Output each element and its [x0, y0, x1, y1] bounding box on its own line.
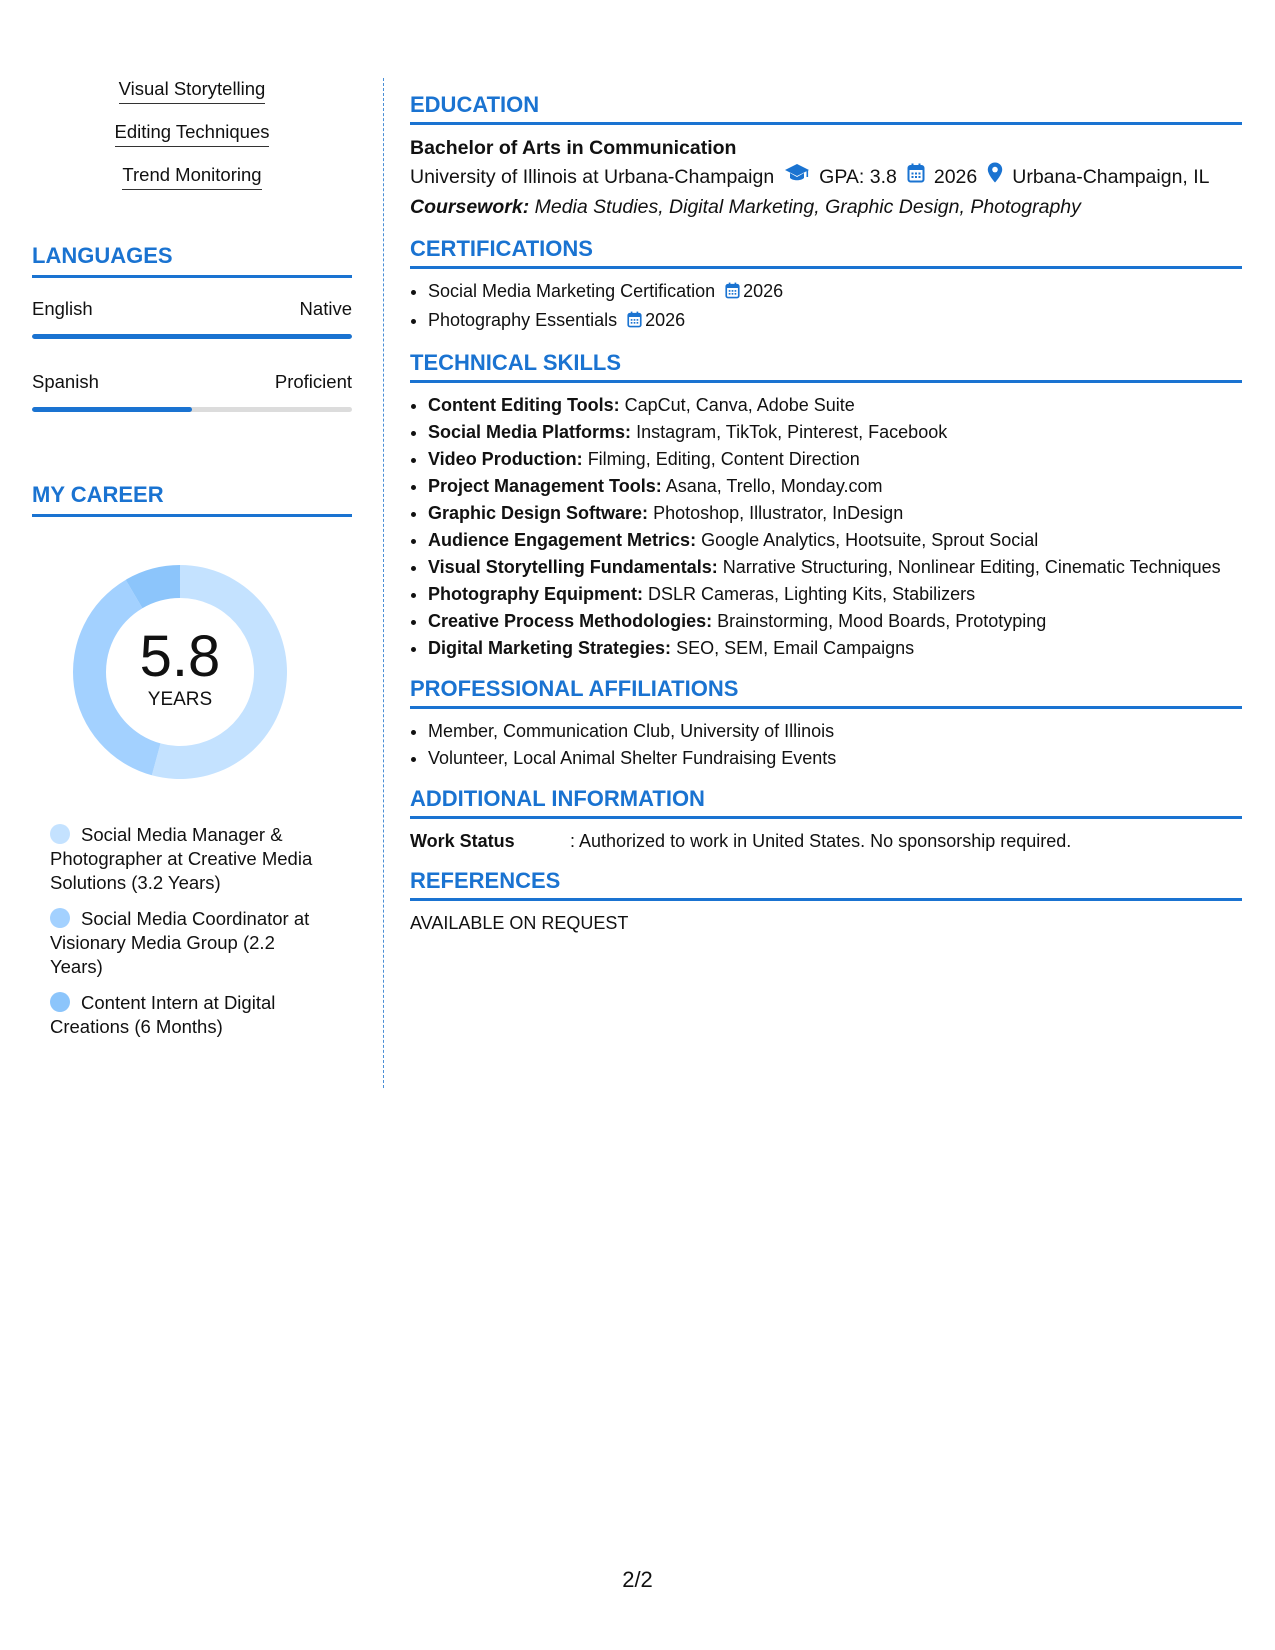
skill-values: Narrative Structuring, Nonlinear Editing, Cinematic Techniques [722, 557, 1221, 577]
degree-title: Bachelor of Arts in Communication [410, 137, 737, 159]
language-name: Spanish [32, 371, 99, 392]
skill-item [428, 581, 1242, 608]
skill-link[interactable]: Editing Techniques [115, 121, 270, 147]
career-legend [50, 823, 330, 1039]
skill-values: Asana, Trello, Monday.com [665, 476, 883, 496]
skill-category: Content Editing Tools: [428, 395, 620, 415]
skill-category: Social Media Platforms: [428, 422, 632, 442]
work-status [410, 828, 1242, 854]
language-level-bar [32, 334, 352, 339]
skill-category: Digital Marketing Strategies: [428, 638, 672, 658]
career-donut-chart [65, 557, 295, 787]
certification-name: Social Media Marketing Certification [428, 281, 716, 301]
education-section [410, 92, 1242, 222]
school-name: University of Illinois at Urbana-Champaign [410, 166, 775, 188]
affiliation-item: • Volunteer, Local Animal Shelter Fundraising Events [428, 745, 1242, 772]
work-status-label: Work Status [410, 831, 515, 851]
coursework-list: Media Studies, Digital Marketing, Graphic Design, Photography [534, 196, 1081, 218]
skill-link[interactable]: Trend Monitoring [122, 164, 261, 190]
career-legend-item [50, 907, 330, 979]
skill-item [428, 608, 1242, 635]
map-pin-icon [987, 162, 1003, 192]
legend-dot-icon [50, 908, 70, 928]
coursework-label: Coursework: [410, 196, 530, 218]
skill-category: Project Management Tools: [428, 476, 662, 496]
certifications-heading: CERTIFICATIONS [410, 236, 1242, 269]
certification-year: 2026 [645, 310, 686, 330]
skill-item [428, 500, 1242, 527]
work-status-value: : Authorized to work in United States. No sponsorship required. [570, 831, 1072, 851]
coursework [410, 192, 1242, 222]
career-legend-label: Content Intern at Digital Creations (6 Months) [50, 992, 276, 1037]
career-legend-item [50, 991, 330, 1039]
skill-category: Visual Storytelling Fundamentals: [428, 557, 718, 577]
school-location: Urbana-Champaign, IL [1012, 166, 1210, 188]
certification-name: Photography Essentials [428, 310, 618, 330]
skill-link[interactable]: Visual Storytelling [119, 78, 266, 104]
career-total-unit: YEARS [147, 689, 213, 710]
skill-links [32, 78, 352, 207]
career-total-years: 5.8 [139, 624, 221, 689]
skill-values: DSLR Cameras, Lighting Kits, Stabilizers [648, 584, 976, 604]
calendar-icon [907, 162, 925, 192]
skill-item [428, 527, 1242, 554]
skill-values: Google Analytics, Hootsuite, Sprout Social [701, 530, 1039, 550]
skill-item [428, 554, 1242, 581]
certification-item [428, 307, 1242, 336]
skill-category: Graphic Design Software: [428, 503, 649, 523]
skill-category: Photography Equipment: [428, 584, 643, 604]
calendar-icon [725, 280, 740, 307]
skill-values: SEO, SEM, Email Campaigns [676, 638, 915, 658]
gpa: GPA: 3.8 [819, 166, 897, 188]
skill-item [428, 635, 1242, 662]
skill-item [428, 473, 1242, 500]
career-legend-label: Social Media Manager & Photographer at Creative Media Solutions (3.2 Years) [50, 824, 313, 893]
education-details [410, 162, 1242, 192]
career-legend-item [50, 823, 330, 895]
skill-values: Photoshop, Illustrator, InDesign [653, 503, 904, 523]
skill-category: Video Production: [428, 449, 583, 469]
education-heading: EDUCATION [410, 92, 1242, 125]
column-divider [383, 78, 384, 1088]
legend-dot-icon [50, 824, 70, 844]
additional-info-heading: ADDITIONAL INFORMATION [410, 786, 1242, 819]
certification-year: 2026 [743, 281, 784, 301]
language-level: Proficient [274, 371, 352, 392]
additional-info-section [410, 786, 1242, 854]
language-level-fill [32, 334, 352, 339]
skill-category: Creative Process Methodologies: [428, 611, 713, 631]
skill-category: Audience Engagement Metrics: [428, 530, 697, 550]
career-legend-label: Social Media Coordinator at Visionary Media Group (2.2 Years) [50, 908, 310, 977]
career-heading: MY CAREER [32, 482, 352, 517]
affiliations-heading: PROFESSIONAL AFFILIATIONS [410, 676, 1242, 709]
graduation-cap-icon [784, 162, 810, 192]
calendar-icon [627, 309, 642, 336]
page-number: 2/2 [622, 1567, 653, 1592]
affiliation-item: • Member, Communication Club, University of Illinois [428, 718, 1242, 745]
references-heading: REFERENCES [410, 868, 1242, 901]
graduation-year: 2026 [933, 166, 978, 188]
skill-values: CapCut, Canva, Adobe Suite [624, 395, 855, 415]
references-section [410, 868, 1242, 936]
legend-dot-icon [50, 992, 70, 1012]
skill-values: Brainstorming, Mood Boards, Prototyping [717, 611, 1047, 631]
certifications-section [410, 236, 1242, 336]
affiliations-section [410, 676, 1242, 772]
skill-item [428, 392, 1242, 419]
skill-values: Instagram, TikTok, Pinterest, Facebook [636, 422, 948, 442]
skill-values: Filming, Editing, Content Direction [587, 449, 860, 469]
language-english [32, 298, 352, 339]
left-column [32, 78, 352, 1051]
languages-heading: LANGUAGES [32, 243, 352, 278]
language-name: English [32, 298, 93, 319]
skill-item [428, 419, 1242, 446]
language-level: Native [299, 298, 352, 319]
technical-skills-section [410, 350, 1242, 662]
language-spanish [32, 371, 352, 412]
right-column [410, 92, 1242, 950]
certification-item [428, 278, 1242, 307]
technical-skills-heading: TECHNICAL SKILLS [410, 350, 1242, 383]
references-text: AVAILABLE ON REQUEST [410, 913, 629, 933]
skill-item [428, 446, 1242, 473]
